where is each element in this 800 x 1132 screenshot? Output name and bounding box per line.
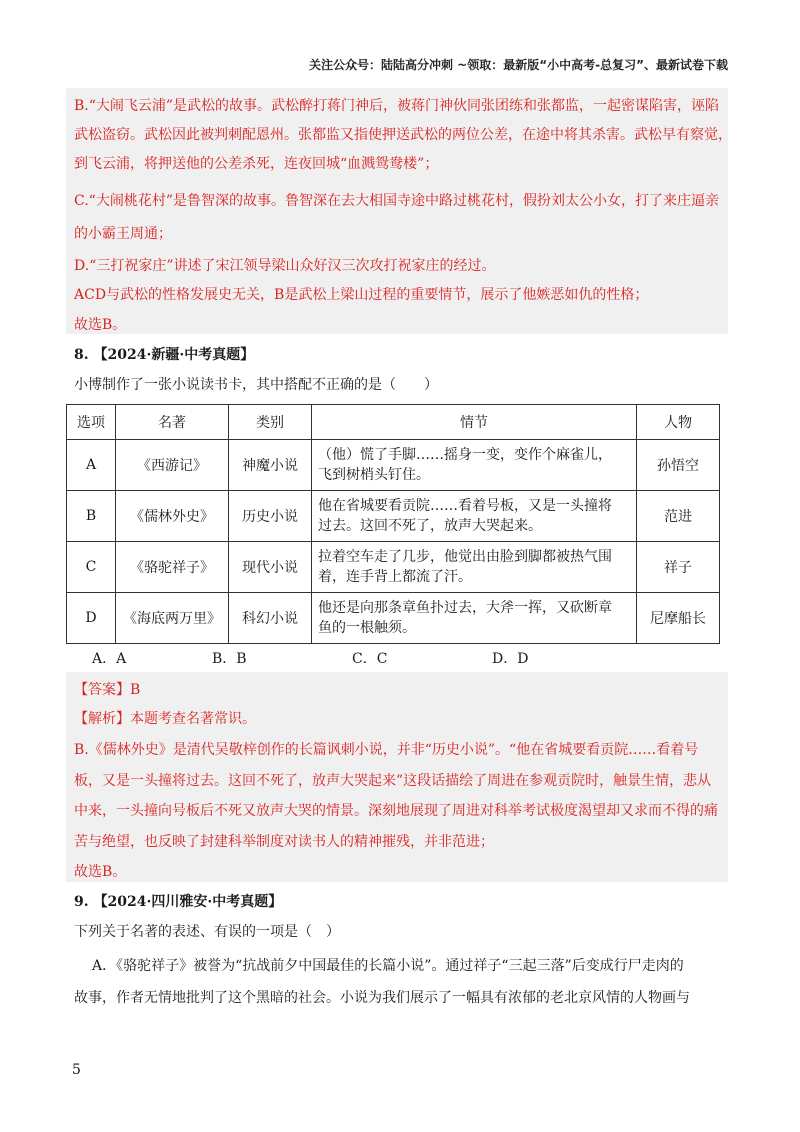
cell-genre: 历史小说 <box>229 491 312 542</box>
header-option: 选项 <box>67 405 116 440</box>
cell-character: 范进 <box>637 491 720 542</box>
cell-character: 孙悟空 <box>637 440 720 491</box>
analysis-text-line: 故选B。 <box>74 864 127 880</box>
header-character: 人物 <box>637 405 720 440</box>
prev-analysis-line: ACD与武松的性格发展史无关，B是武松上梁山过程的重要情节，展示了他嫉恶如仇的性格； <box>74 287 649 303</box>
question-8-title: 8. 【2024·新疆·中考真题】 <box>74 347 255 363</box>
question-9-option-a: A．《骆驼祥子》被誉为“抗战前夕中国最佳的长篇小说”。通过祥子“三起三落”后变成行尸走肉的 <box>92 958 684 974</box>
analysis-text-line: 中来，一头撞向号板后不死又放声大哭的情景。深刻地展现了周进对科举考试极度渴望却又求而不得的痛 <box>74 803 718 819</box>
cell-genre: 神魔小说 <box>229 440 312 491</box>
answer-value: B <box>130 682 141 698</box>
cell-plot <box>312 593 637 644</box>
reading-card-table <box>66 404 720 644</box>
cell-option: C <box>67 542 116 593</box>
prev-analysis-line: 的小霸王周通； <box>74 226 172 242</box>
prev-analysis-line: 到飞云浦，将押送他的公差杀死，连夜回城“血溅鸳鸯楼”； <box>74 156 439 172</box>
cell-option: D <box>67 593 116 644</box>
cell-plot <box>312 440 637 491</box>
plot-line: 飞到树梢头钉住。 <box>318 467 430 483</box>
plot-line: 着，连手背上都流了汗。 <box>318 569 472 585</box>
analysis-line <box>74 709 256 729</box>
header-genre: 类别 <box>229 405 312 440</box>
plot-line: 过去。这回不死了，放声大哭起来。 <box>318 518 542 534</box>
plot-line: 拉着空车走了几步，他觉出由脸到脚都被热气围 <box>318 549 612 565</box>
table-row <box>67 593 720 644</box>
cell-character: 尼摩船长 <box>637 593 720 644</box>
page-header: 关注公众号：陆陆高分冲刺 ~领取：最新版“小中高考-总复习”、最新试卷下载 <box>309 58 728 72</box>
table-row <box>67 542 720 593</box>
cell-book: 《儒林外史》 <box>116 491 229 542</box>
analysis-intro: 本题考查名著常识。 <box>130 711 256 727</box>
option-d: D．D <box>492 651 529 667</box>
analysis-text-line: B.《儒林外史》是清代吴敬梓创作的长篇讽刺小说，并非“历史小说”。“他在省城要看贡院……看着号 <box>74 742 699 758</box>
cell-option: A <box>67 440 116 491</box>
question-9-title: 9. 【2024·四川雅安·中考真题】 <box>74 894 283 910</box>
cell-plot <box>312 491 637 542</box>
cell-genre: 现代小说 <box>229 542 312 593</box>
prev-analysis-line: 武松盗窃。武松因此被判刺配恩州。张都监又指使押送武松的两位公差，在途中将其杀害。武松早有察觉， <box>74 127 732 143</box>
cell-book: 《西游记》 <box>116 440 229 491</box>
plot-line: 他在省城要看贡院……看着号板，又是一头撞将 <box>318 498 612 514</box>
cell-book: 《海底两万里》 <box>116 593 229 644</box>
plot-line: 他还是向那条章鱼扑过去，大斧一挥，又砍断章 <box>318 600 612 616</box>
option-a: A．A <box>92 651 127 667</box>
analysis-label: 【解析】 <box>74 711 130 727</box>
table-header-row <box>67 405 720 440</box>
answer-label: 【答案】 <box>74 682 130 698</box>
answer-line <box>74 680 140 700</box>
prev-analysis-line: B.“大闹飞云浦”是武松的故事。武松醉打蒋门神后，被蒋门神伙同张团练和张都监，一起密谋陷害，诬陷 <box>74 98 720 114</box>
cell-plot <box>312 542 637 593</box>
cell-genre: 科幻小说 <box>229 593 312 644</box>
analysis-text-line: 板，又是一头撞将过去。这回不死了，放声大哭起来”这段话描绘了周进在参观贡院时，触景生情，悲从 <box>74 773 712 789</box>
prev-analysis-line: D.“三打祝家庄”讲述了宋江领导梁山众好汉三次攻打祝家庄的经过。 <box>74 258 496 274</box>
question-9-option-a-cont: 故事，作者无情地批判了这个黑暗的社会。小说为我们展示了一幅具有浓郁的老北京风情的人物画与 <box>74 990 690 1006</box>
option-b: B．B <box>212 651 247 667</box>
table-row <box>67 440 720 491</box>
plot-line: （他）慌了手脚……摇身一变，变作个麻雀儿， <box>318 447 612 463</box>
plot-line: 鱼的一根触须。 <box>318 620 416 636</box>
cell-book: 《骆驼祥子》 <box>116 542 229 593</box>
cell-option: B <box>67 491 116 542</box>
analysis-text-line: 苦与绝望，也反映了封建科举制度对读书人的精神摧残，并非范进； <box>74 834 494 850</box>
question-8-stem: 小博制作了一张小说读书卡，其中搭配不正确的是（ ） <box>74 377 438 393</box>
page-number: 5 <box>72 1062 81 1078</box>
table-row <box>67 491 720 542</box>
header-plot: 情节 <box>312 405 637 440</box>
cell-character: 祥子 <box>637 542 720 593</box>
option-c: C．C <box>352 651 388 667</box>
question-9-stem: 下列关于名著的表述、有误的一项是（ ） <box>74 924 340 940</box>
prev-analysis-line: C.“大闹桃花村”是鲁智深的故事。鲁智深在去大相国寺途中路过桃花村，假扮刘太公小女，打了来庄逼亲 <box>74 193 719 209</box>
header-book: 名著 <box>116 405 229 440</box>
prev-analysis-line: 故选B。 <box>74 317 127 333</box>
